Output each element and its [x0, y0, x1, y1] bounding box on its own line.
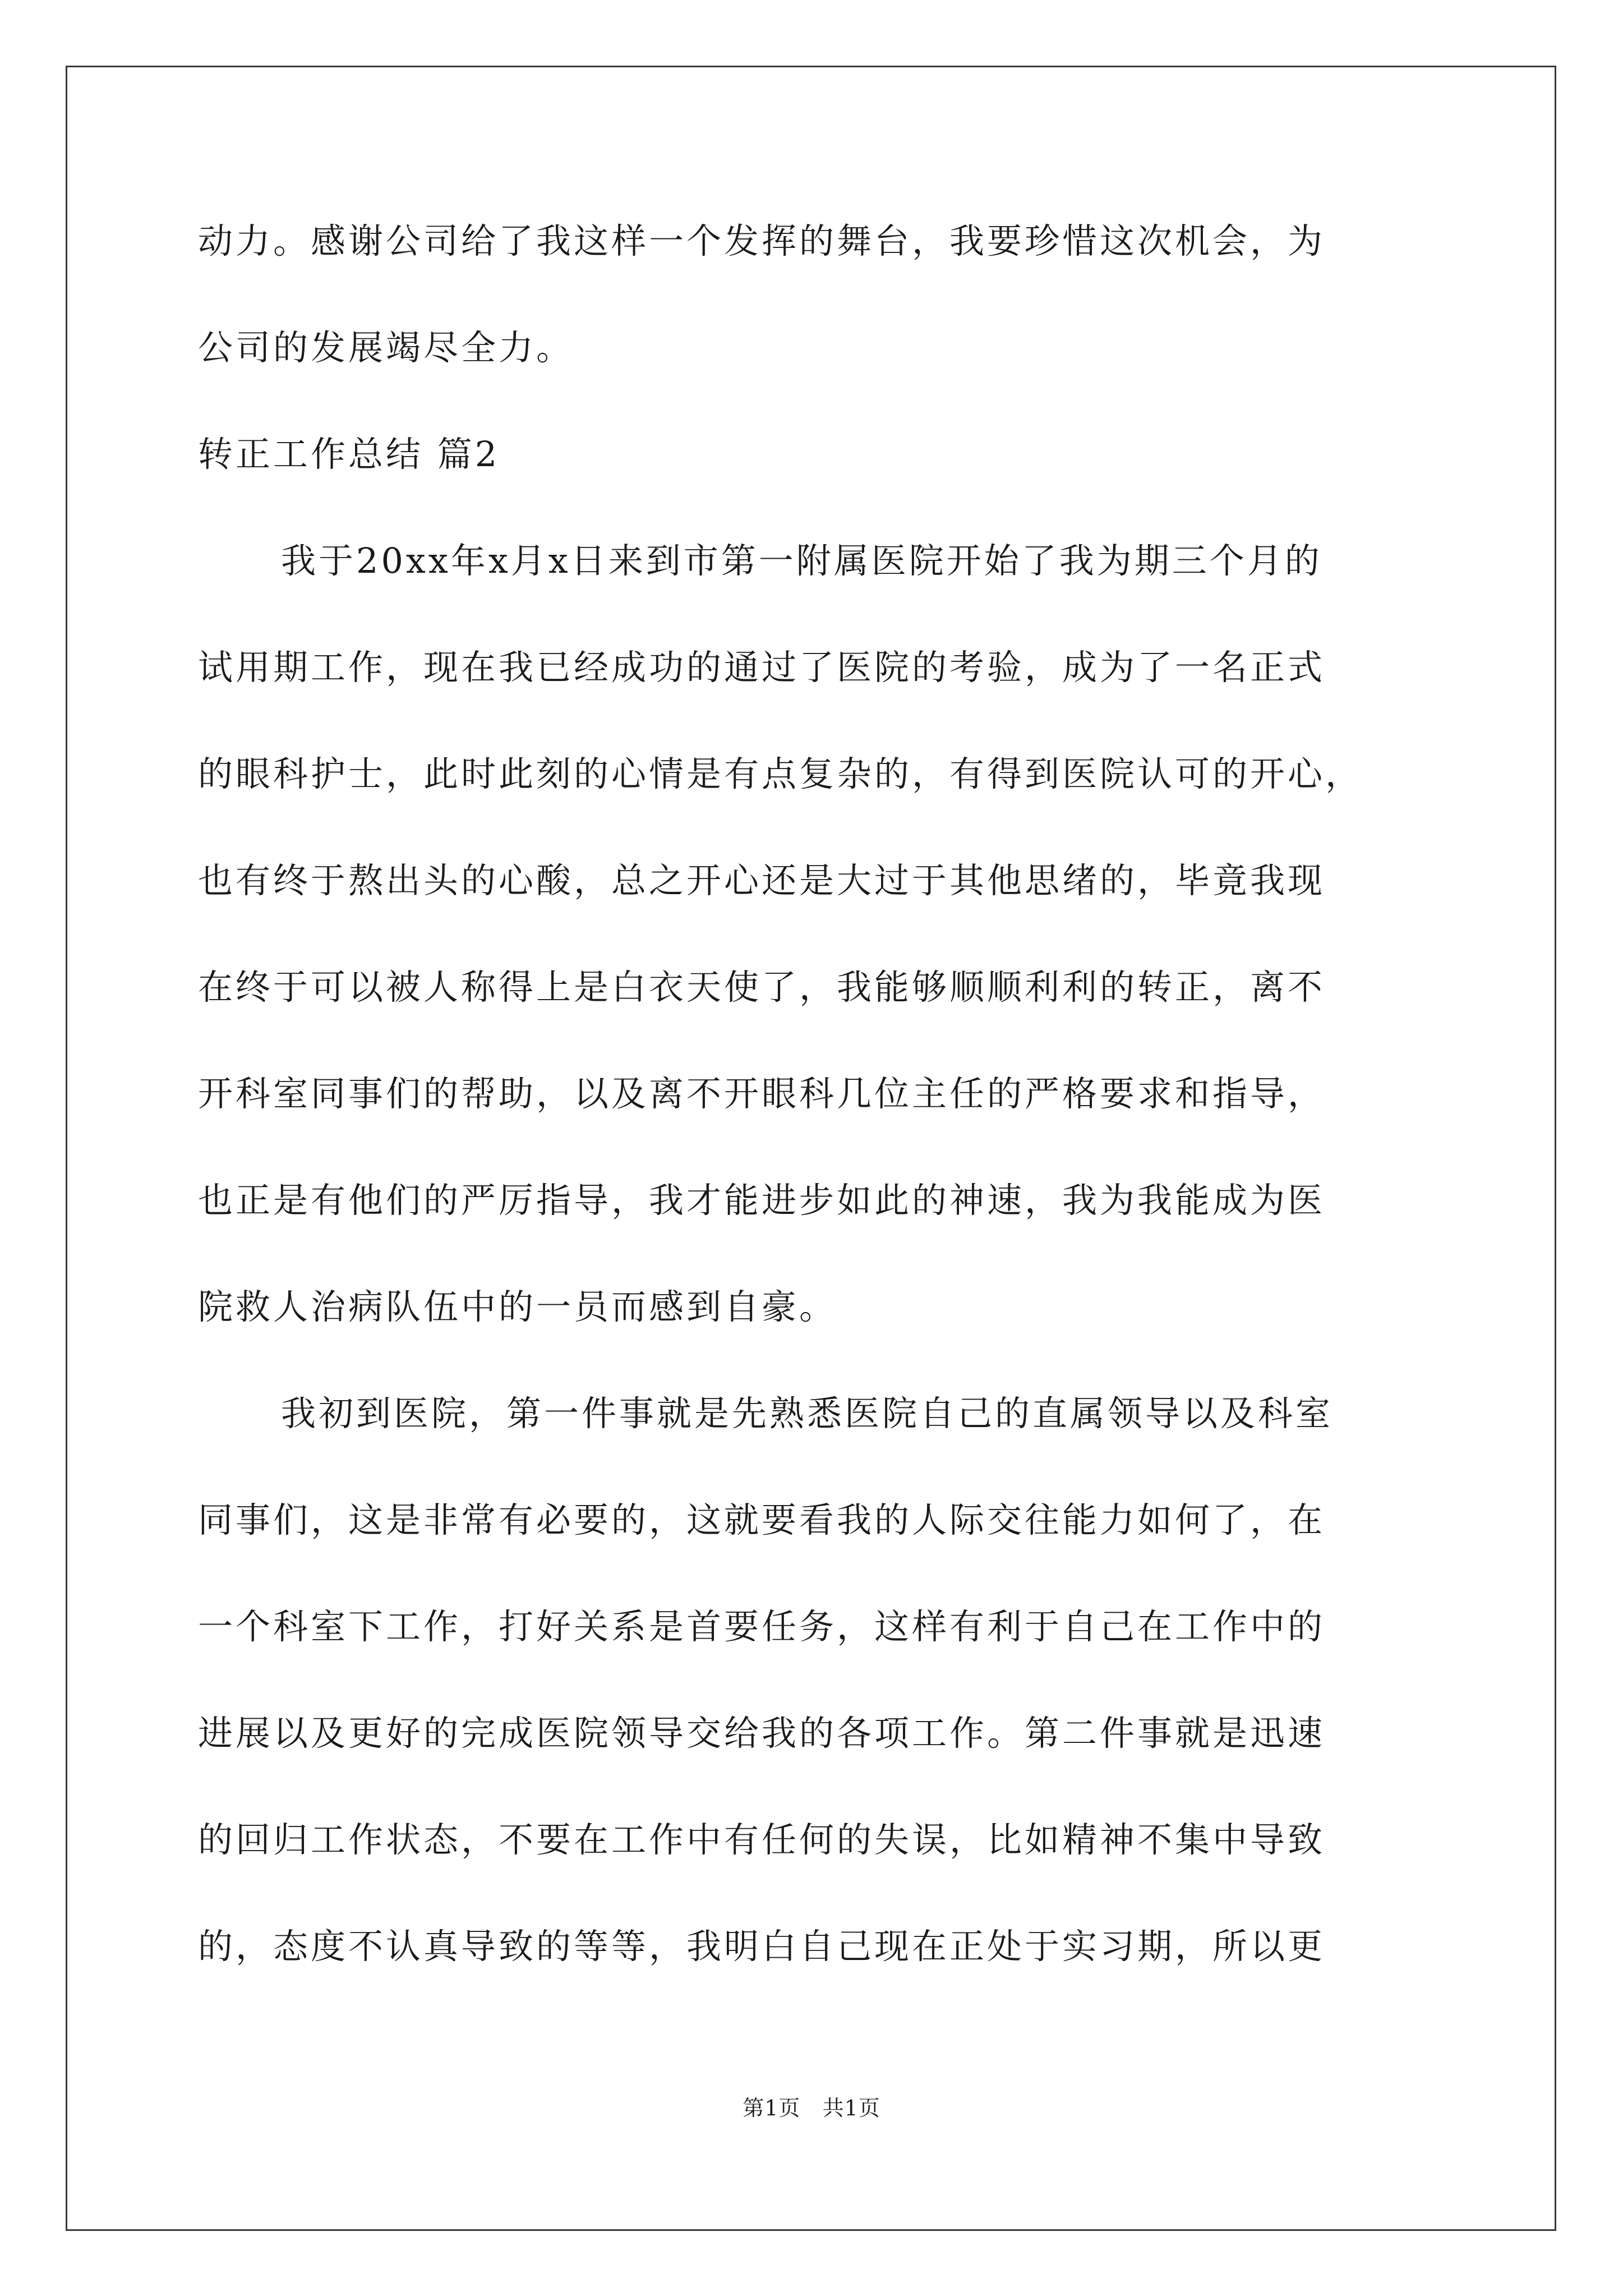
text-line: 试用期工作，现在我已经成功的通过了医院的考验，成为了一名正式 [198, 647, 1326, 688]
text-line: 动力。感谢公司给了我这样一个发挥的舞台，我要珍惜这次机会，为 [198, 220, 1326, 261]
paragraph-first-line: 我初到医院，第一件事就是先熟悉医院自己的直属领导以及科室 [281, 1393, 1334, 1434]
paragraph-first-line: 我于20xx年x月x日来到市第一附属医院开始了我为期三个月的 [281, 540, 1322, 581]
text-line: 也正是有他们的严厉指导，我才能进步如此的神速，我为我能成为医 [198, 1180, 1326, 1221]
text-line: 一个科室下工作，打好关系是首要任务，这样有利于自己在工作中的 [198, 1606, 1326, 1647]
text-line: 的眼科护士，此时此刻的心情是有点复杂的，有得到医院认可的开心， [198, 753, 1363, 794]
text-line: 开科室同事们的帮助，以及离不开眼科几位主任的严格要求和指导， [198, 1073, 1326, 1114]
page-footer: 第1页 共1页 [743, 2096, 880, 2120]
text-line: 的回归工作状态，不要在工作中有任何的失误，比如精神不集中导致 [198, 1819, 1326, 1860]
section-heading: 转正工作总结 篇2 [198, 434, 500, 475]
text-line: 也有终于熬出头的心酸，总之开心还是大过于其他思绪的，毕竟我现 [198, 860, 1326, 901]
text-line: 的，态度不认真导致的等等，我明白自己现在正处于实习期，所以更 [198, 1926, 1326, 1967]
text-line: 同事们，这是非常有必要的，这就要看我的人际交往能力如何了，在 [198, 1499, 1326, 1540]
document-body [198, 208, 1460, 2019]
text-line: 进展以及更好的完成医院领导交给我的各项工作。第二件事就是迅速 [198, 1713, 1326, 1754]
text-line: 在终于可以被人称得上是白衣天使了，我能够顺顺利利的转正，离不 [198, 967, 1326, 1007]
text-line: 公司的发展竭尽全力。 [198, 327, 574, 368]
text-line: 院救人治病队伍中的一员而感到自豪。 [198, 1286, 837, 1327]
